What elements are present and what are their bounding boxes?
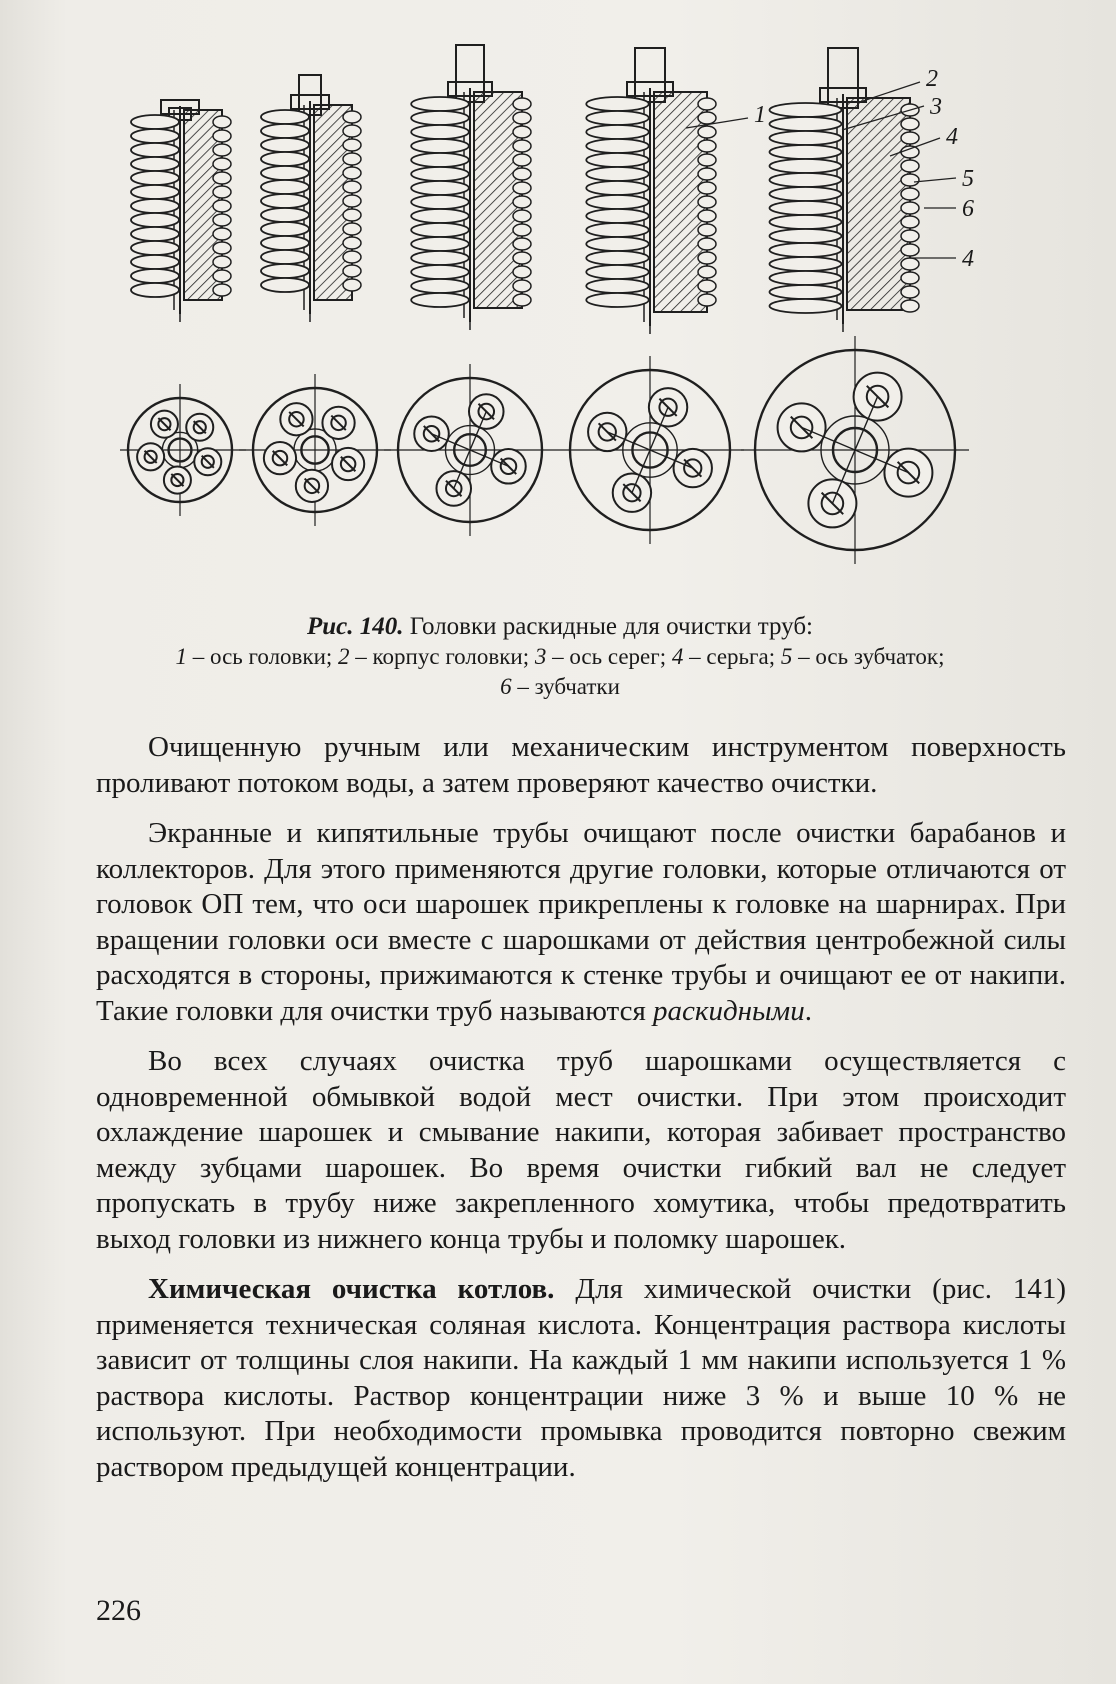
cutter-head-side-4 <box>586 48 716 334</box>
caption-figure-label: Рис. 140. <box>306 613 404 640</box>
caption-legend-line-2: 6 – зубчатки <box>500 674 620 699</box>
legend-text: зубчатки <box>534 674 620 699</box>
legend-num: 4 <box>671 644 684 669</box>
legend-num: 3 <box>534 644 547 669</box>
legend-text: ось серег; <box>569 644 667 669</box>
caption-legend-line-1: 1 – ось головки; 2 – корпус головки; 3 – ось серег; 4 – серьга; 5 – ось зубчаток; <box>175 644 945 669</box>
caption-title-line <box>80 612 1040 642</box>
paragraph-2 <box>96 816 1066 1029</box>
cutter-head-end-1 <box>120 384 246 516</box>
callout-2: 2 <box>926 66 938 92</box>
figure-caption <box>80 612 1040 702</box>
legend-text: корпус головки; <box>372 644 530 669</box>
figure-140 <box>120 30 1040 610</box>
paragraph-4-text: Для химической очистки (рис. 141) применяется техническая соляная кислота. Концентрация раствора кислоты зависит от толщины слоя накипи. На каждый 1 мм накипи используется 1 % раствора кислоты. Раствор концентрации ниже 3 % и выше 10 % не используют. При необходимости промывка проводится повторно свежим раствором предыдущей концентрации. <box>96 1273 1067 1483</box>
legend-text: ось зубчаток; <box>815 644 945 669</box>
figure-drawing <box>120 30 1040 610</box>
page-number: 226 <box>96 1594 141 1627</box>
legend-num: 6 <box>500 674 512 699</box>
cutter-heads-side-views <box>131 45 919 334</box>
callout-4: 4 <box>946 124 958 150</box>
callout-3: 3 <box>930 94 942 120</box>
legend-text: серьга; <box>706 644 776 669</box>
term-raskidnymi: раскидными <box>653 994 805 1027</box>
legend-num: 2 <box>338 644 350 669</box>
legend-num: 5 <box>780 644 793 669</box>
paragraph-2-text: Экранные и кипятильные трубы очищают после очистки барабанов и коллекторов. Для этого применяются другие головки, которые отличаются от головок ОП тем, что оси шарошек прикреплены к головке на шарнирах. При вращении головки оси вместе с шарошками от действия центробежной силы расходятся в стороны, прижимаются к стенке трубы и очищают ее от накипи. Такие головки для очистки труб называются <box>96 817 1066 1027</box>
cutter-head-side-1 <box>131 100 231 322</box>
cutter-head-side-2 <box>261 75 361 322</box>
cutter-head-end-2 <box>239 374 391 526</box>
callout-1: 1 <box>754 102 766 128</box>
legend-text: ось головки; <box>210 644 333 669</box>
section-heading: Химическая очистка котлов. <box>148 1273 555 1305</box>
legend-num: 1 <box>175 644 187 669</box>
cutter-head-end-3 <box>384 364 556 536</box>
cutter-heads-end-views <box>120 336 969 564</box>
paragraph-4 <box>96 1272 1066 1485</box>
paragraph-1: Очищенную ручным или механическим инструментом поверхность проливают потоком воды, а затем проверяют качество очистки. <box>96 731 1066 799</box>
cutter-head-end-5 <box>741 336 969 564</box>
callout-5: 5 <box>962 166 974 192</box>
callout-4b: 4 <box>962 246 974 272</box>
cutter-head-side-3 <box>411 45 531 330</box>
caption-title: Головки раскидные для очистки труб: <box>409 613 813 640</box>
callout-6: 6 <box>962 196 974 222</box>
cutter-head-end-4 <box>556 356 744 544</box>
body-text <box>96 730 1066 1485</box>
cutter-head-side-5 <box>770 48 920 332</box>
paragraph-2-end: . <box>804 994 812 1027</box>
paragraph-3: Во всех случаях очистка труб шарошками осуществляется с одновременной обмывкой водой мест очистки. При этом происходит охлаждение шарошек и смывание накипи, которая забивает пространство между зубцами шарошек. Во время очистки гибкий вал не следует пропускать в трубу ниже закрепленного хомутика, чтобы предотвратить выход головки из нижнего конца трубы и поломку шарошек. <box>96 1045 1066 1255</box>
